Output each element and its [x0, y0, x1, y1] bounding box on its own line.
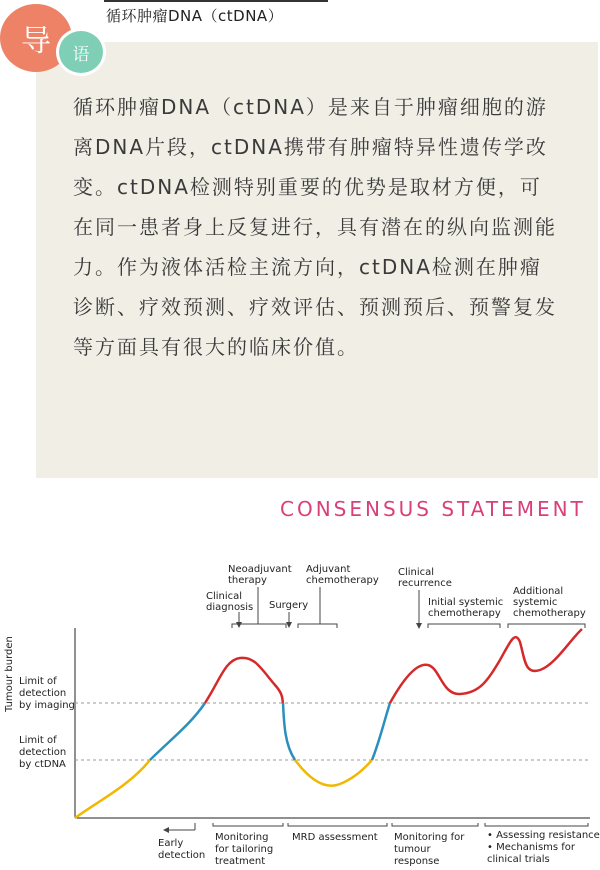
imaging-limit-label: Limit of detection by imaging: [19, 676, 75, 711]
curve-red-recurrence: [390, 629, 582, 703]
initial-systemic-label: Initial systemic chemotherapy: [428, 597, 504, 619]
early-arrowhead: [163, 827, 169, 833]
header-title: 循环肿瘤DNA（ctDNA）: [106, 7, 284, 25]
curve-red-primary: [205, 658, 283, 703]
monitoring-tailoring-label: Monitoring for tailoring treatment: [215, 832, 274, 867]
curve-yellow-mrd: [295, 760, 372, 786]
curve-yellow-early: [75, 760, 150, 818]
header-rule: [104, 0, 328, 2]
consensus-heading: CONSENSUS STATEMENT: [280, 497, 586, 521]
bottom-brackets: [165, 823, 588, 830]
clinical-recurrence-label: Clinical recurrence: [398, 567, 452, 589]
intro-badge-large: 导: [0, 4, 72, 72]
tumour-burden-diagram: [0, 540, 600, 870]
additional-systemic-label: Additional systemic chemotherapy: [513, 586, 586, 619]
mrd-assessment-label: MRD assessment: [292, 832, 378, 843]
curve-blue-recurrence: [372, 703, 390, 760]
curve-blue-rise: [150, 703, 205, 760]
top-arrowheads: [236, 622, 422, 629]
clinical-diagnosis-label: Clinical diagnosis: [206, 591, 254, 613]
early-detection-label: Early detection: [158, 838, 206, 861]
assessing-resistance-label: • Assessing resistance • Mechanisms for clinical trials: [487, 830, 600, 865]
intro-paragraph: 循环肿瘤DNA（ctDNA）是来自于肿瘤细胞的游离DNA片段，ctDNA携带有肿瘤特异性遗传学改变。ctDNA检测特别重要的优势是取材方便，可在同一患者身上反复进行，具有潜在的纵向监测能力。作为液体活检主流方向，ctDNA检测在肿瘤诊断、疗效预测、疗效评估、预测预后、预警复发等方面具有很大的临床价值。: [73, 95, 557, 359]
surgery-label: Surgery: [269, 600, 309, 611]
ctdna-limit-label: Limit of detection by ctDNA: [19, 735, 67, 770]
y-axis-label: Tumour burden: [4, 636, 15, 712]
intro-badge-small: 语: [56, 28, 106, 76]
curve-blue-fall: [283, 703, 295, 760]
neoadjuvant-label: Neoadjuvant therapy: [228, 564, 292, 586]
adjuvant-label: Adjuvant chemotherapy: [306, 564, 379, 586]
monitoring-response-label: Monitoring for tumour response: [394, 832, 465, 867]
